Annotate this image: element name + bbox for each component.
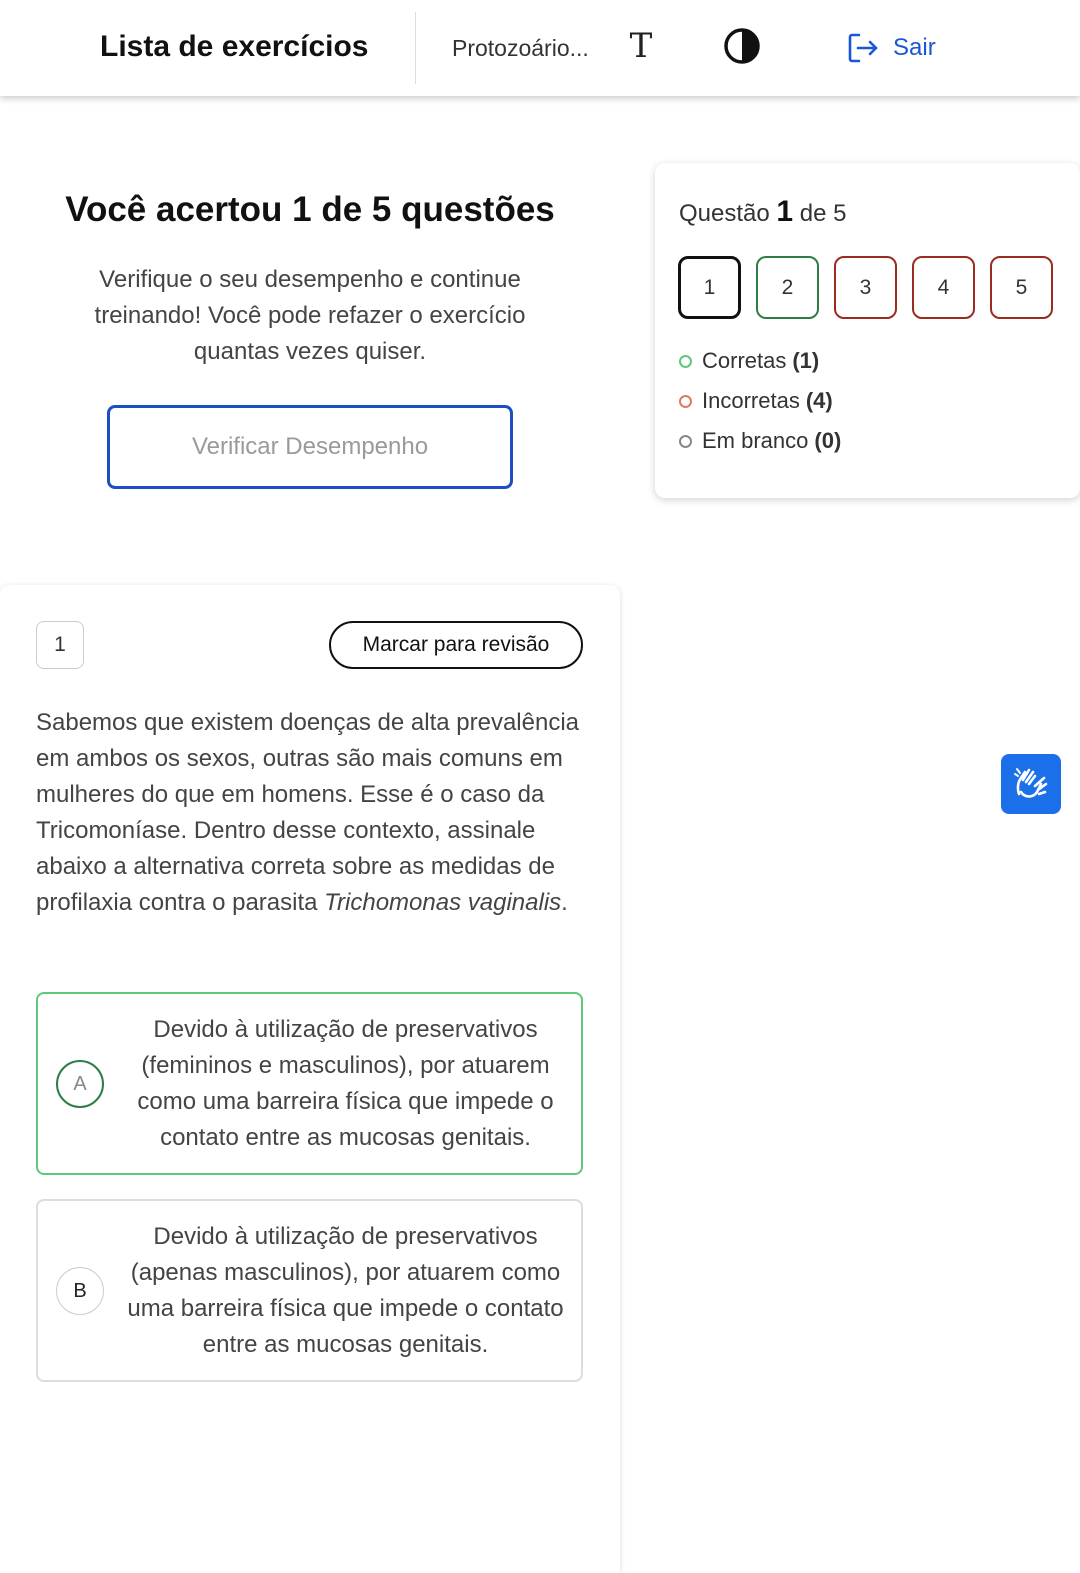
question-nav-button-2[interactable]: 2 [756, 256, 819, 319]
question-nav-button-4[interactable]: 4 [912, 256, 975, 319]
header-divider [415, 12, 416, 84]
legend-blank-label: Em branco [702, 428, 809, 453]
sign-language-icon [1011, 764, 1051, 804]
legend-incorrect-count: (4) [805, 388, 833, 413]
legend-blank [679, 421, 841, 461]
logout-icon [845, 30, 881, 66]
legend-correct-count: (1) [792, 348, 820, 373]
result-description: Verifique o seu desempenho e continue treinando! Você pode refazer o exercício quantas vezes quiser. [94, 266, 526, 365]
app-title: Lista de exercícios [100, 30, 369, 63]
option-b-letter: B [56, 1267, 104, 1315]
question-summary-card [655, 163, 1080, 498]
question-nav-button-3[interactable]: 3 [834, 256, 897, 319]
question-counter [679, 195, 846, 229]
question-card [0, 585, 620, 1573]
contrast-icon[interactable] [722, 26, 762, 66]
legend-correct [679, 341, 841, 381]
top-header [0, 0, 1080, 96]
option-b[interactable] [36, 1199, 583, 1382]
mark-for-review-button[interactable]: Marcar para revisão [329, 621, 583, 669]
incorrect-dot-icon [679, 395, 692, 408]
statement-end: . [561, 889, 568, 916]
blank-dot-icon [679, 435, 692, 448]
option-a-letter: A [56, 1060, 104, 1108]
correct-dot-icon [679, 355, 692, 368]
legend-blank-count: (0) [814, 428, 842, 453]
question-number-badge: 1 [36, 621, 84, 669]
question-statement [36, 705, 596, 921]
subject-title: Protozoário... [452, 35, 589, 61]
question-counter-suffix: de 5 [799, 200, 847, 227]
accessibility-widget-button[interactable] [1001, 754, 1061, 814]
question-nav-button-1[interactable]: 1 [678, 256, 741, 319]
summary-legend [679, 341, 841, 461]
option-a-text: Devido à utilização de preservativos (femininos e masculinos), por atuarem como uma barreira física que impede o contato entre as mucosas genitais. [137, 1016, 554, 1151]
logout-label: Sair [893, 34, 936, 61]
legend-incorrect-label: Incorretas [702, 388, 800, 413]
legend-incorrect [679, 381, 841, 421]
option-b-text: Devido à utilização de preservativos (apenas masculinos), por atuarem como uma barreira física que impede o contato entre as mucosas genitais. [127, 1223, 564, 1358]
result-title: Você acertou 1 de 5 questões [65, 190, 555, 229]
statement-text: Sabemos que existem doenças de alta prevalência em ambos os sexos, outras são mais comuns em mulheres do que em homens. Esse é o caso da Tricomoníase. Dentro desse contexto, assinale abaixo a alternativa correta sobre as medidas de profilaxia contra o parasita [36, 709, 579, 916]
font-size-icon[interactable]: T [629, 26, 653, 66]
question-counter-prefix: Questão [679, 200, 770, 227]
question-nav-button-5[interactable]: 5 [990, 256, 1053, 319]
question-counter-current: 1 [776, 195, 794, 228]
verify-performance-button[interactable]: Verificar Desempenho [107, 405, 513, 489]
option-a[interactable] [36, 992, 583, 1175]
statement-species: Trichomonas vaginalis [324, 889, 562, 916]
legend-correct-label: Corretas [702, 348, 787, 373]
logout-button[interactable] [845, 28, 936, 68]
question-nav [678, 256, 1053, 319]
